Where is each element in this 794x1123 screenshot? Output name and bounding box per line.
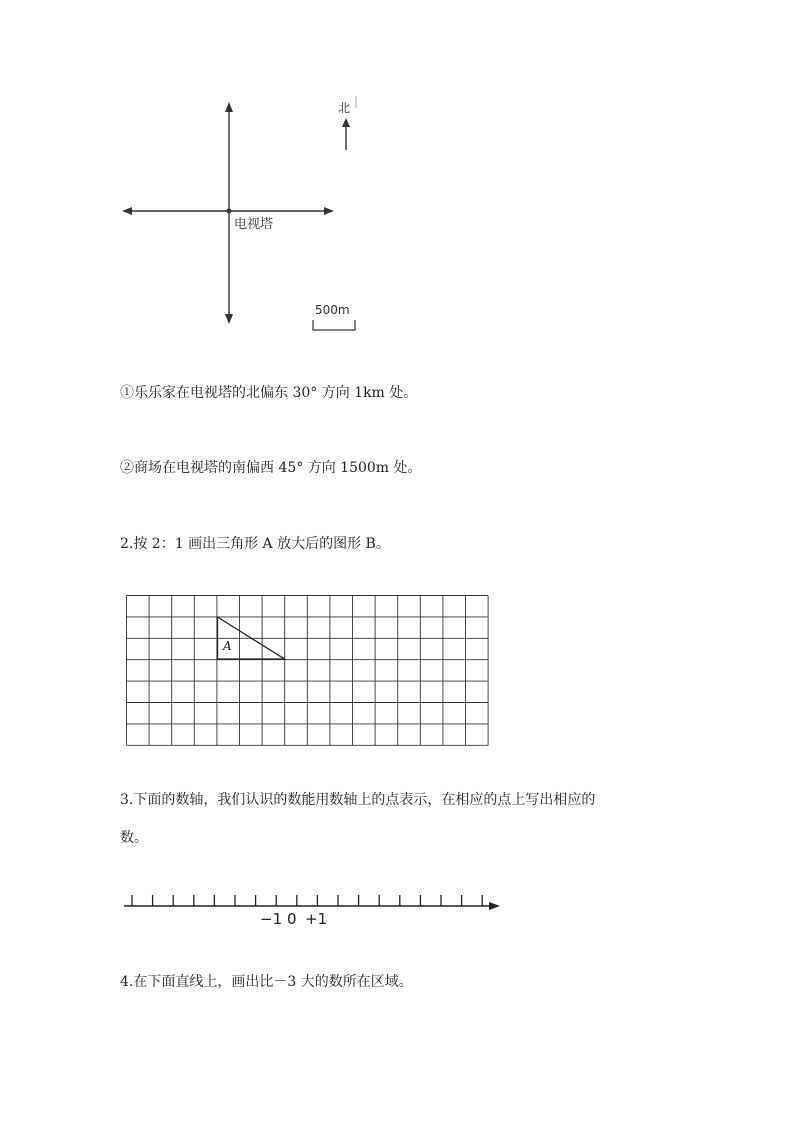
arrow-left-icon	[122, 207, 132, 215]
q3-text-line-2: 数。	[120, 830, 148, 846]
q1-item-1: ①乐乐家在电视塔的北偏东 30° 方向 1km 处。	[120, 385, 418, 401]
q3-text-line-1: 3.下面的数轴，我们认识的数能用数轴上的点表示，在相应的点上写出相应的	[120, 792, 596, 808]
number-line-ticks	[132, 895, 482, 906]
scale-bar	[313, 320, 355, 330]
tower-point	[227, 209, 232, 214]
label-plus-one: +1	[305, 910, 328, 926]
grid-lines	[127, 596, 489, 746]
label-zero: 0	[287, 910, 297, 926]
number-line	[118, 886, 508, 926]
triangle-a-label: A	[223, 639, 232, 653]
direction-map	[110, 92, 380, 342]
scale-label: 500m	[315, 303, 350, 317]
label-minus-one: −1	[260, 910, 283, 926]
q2-text: 2.按 2：1 画出三角形 A 放大后的图形 B。	[120, 536, 390, 552]
arrow-down-icon	[225, 314, 233, 324]
q4-text: 4.在下面直线上，画出比－3 大的数所在区域。	[120, 974, 413, 990]
square-grid	[126, 594, 490, 748]
arrow-up-icon	[225, 102, 233, 112]
q1-item-2: ②商场在电视塔的南偏西 45° 方向 1500m 处。	[120, 460, 422, 476]
north-label: 北	[338, 101, 351, 115]
number-line-arrow-icon	[489, 902, 500, 910]
north-arrow-icon	[342, 118, 350, 127]
arrow-right-icon	[324, 207, 334, 215]
tower-label: 电视塔	[234, 217, 274, 232]
